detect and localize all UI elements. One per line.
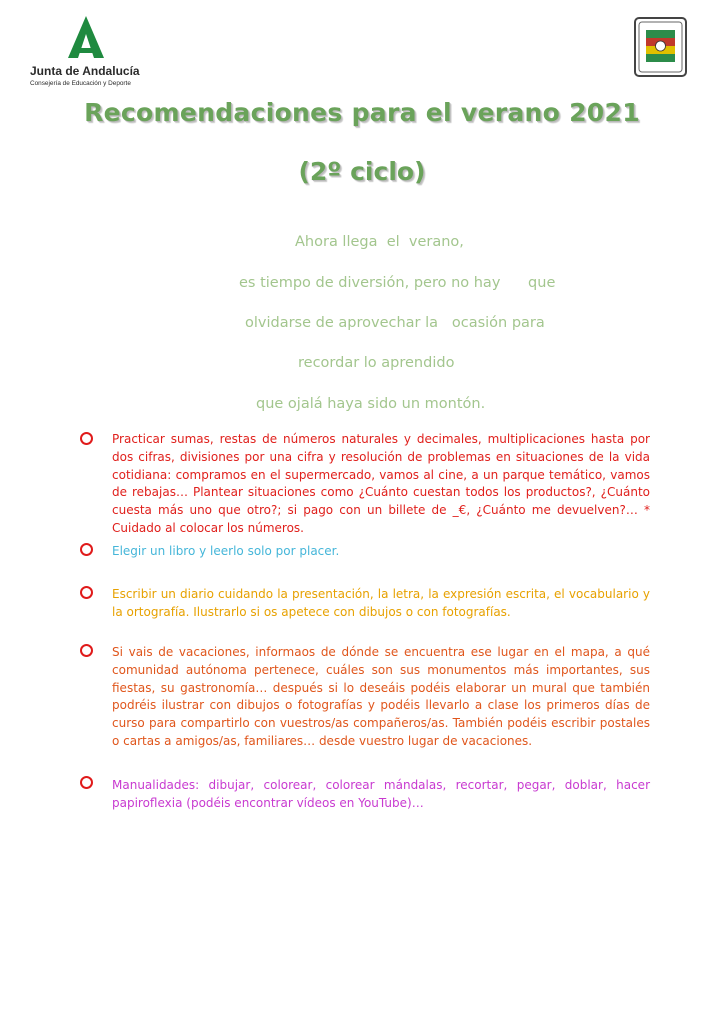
recommendation-math: Practicar sumas, restas de números naturales y decimales, multiplicaciones hasta por dos cifras, divisiones por una cifra y resolución de problemas en situaciones de la vida cotidiana: compramos en el supermercado, vamos al cine, a un parque temático, vamos de rebajas… Plantear situaciones como ¿Cuánto cuestan todos los productos?, ¿Cuánto cuesta más uno que otro?; si pago con un billete de _€, ¿Cuánto me devuelven?… * Cuidado al colocar los números. (112, 432, 650, 535)
bullet-circle-icon (80, 644, 93, 657)
school-seal-icon (633, 16, 688, 78)
recommendation-diary: Escribir un diario cuidando la presentación, la letra, la expresión escrita, el vocabulario y la ortografía. Ilustrarlo si os apetece con dibujos o con fotografías. (112, 587, 650, 619)
brand-subtitle: Consejería de Educación y Deporte (30, 80, 131, 87)
recommendation-crafts: Manualidades: dibujar, colorear, colorear mándalas, recortar, pegar, doblar, hacer papiroflexia (podéis encontrar vídeos en YouTube)… (112, 778, 650, 810)
bullet-circle-icon (80, 586, 93, 599)
junta-andalucia-logo (30, 14, 150, 90)
poem-line: Ahora llega el verano, (295, 234, 464, 250)
poem-line: olvidarse de aprovechar la ocasión para (245, 315, 545, 331)
recommendation-vacation: Si vais de vacaciones, informaos de dónde se encuentra ese lugar en el mapa, a qué comunidad autónoma pertenece, cuáles son sus monumentos más importantes, sus fiestas, su gastronomía… después si lo deseáis podéis elaborar un mural que también podréis ilustrar con dibujos o fotografías y podéis llevarlo a clase los primeros días de curso para compartirlo con vuestros/as compañeros/as. También podéis escribir postales o cartas a amigos/as, familiares… desde vuestro lugar de vacaciones. (112, 645, 650, 748)
page-title: Recomendaciones para el verano 2021 (84, 98, 640, 127)
poem-line: que ojalá haya sido un montón. (256, 396, 486, 412)
page-subtitle: (2º ciclo) (298, 157, 426, 186)
brand-name: Junta de Andalucía (30, 64, 140, 78)
bullet-circle-icon (80, 776, 93, 789)
bullet-circle-icon (80, 432, 93, 445)
poem-line: es tiempo de diversión, pero no hay que (239, 275, 556, 291)
poem-line: recordar lo aprendido (298, 355, 455, 371)
junta-logo-icon (56, 14, 116, 62)
bullet-circle-icon (80, 543, 93, 556)
recommendation-reading: Elegir un libro y leerlo solo por placer. (112, 544, 340, 558)
